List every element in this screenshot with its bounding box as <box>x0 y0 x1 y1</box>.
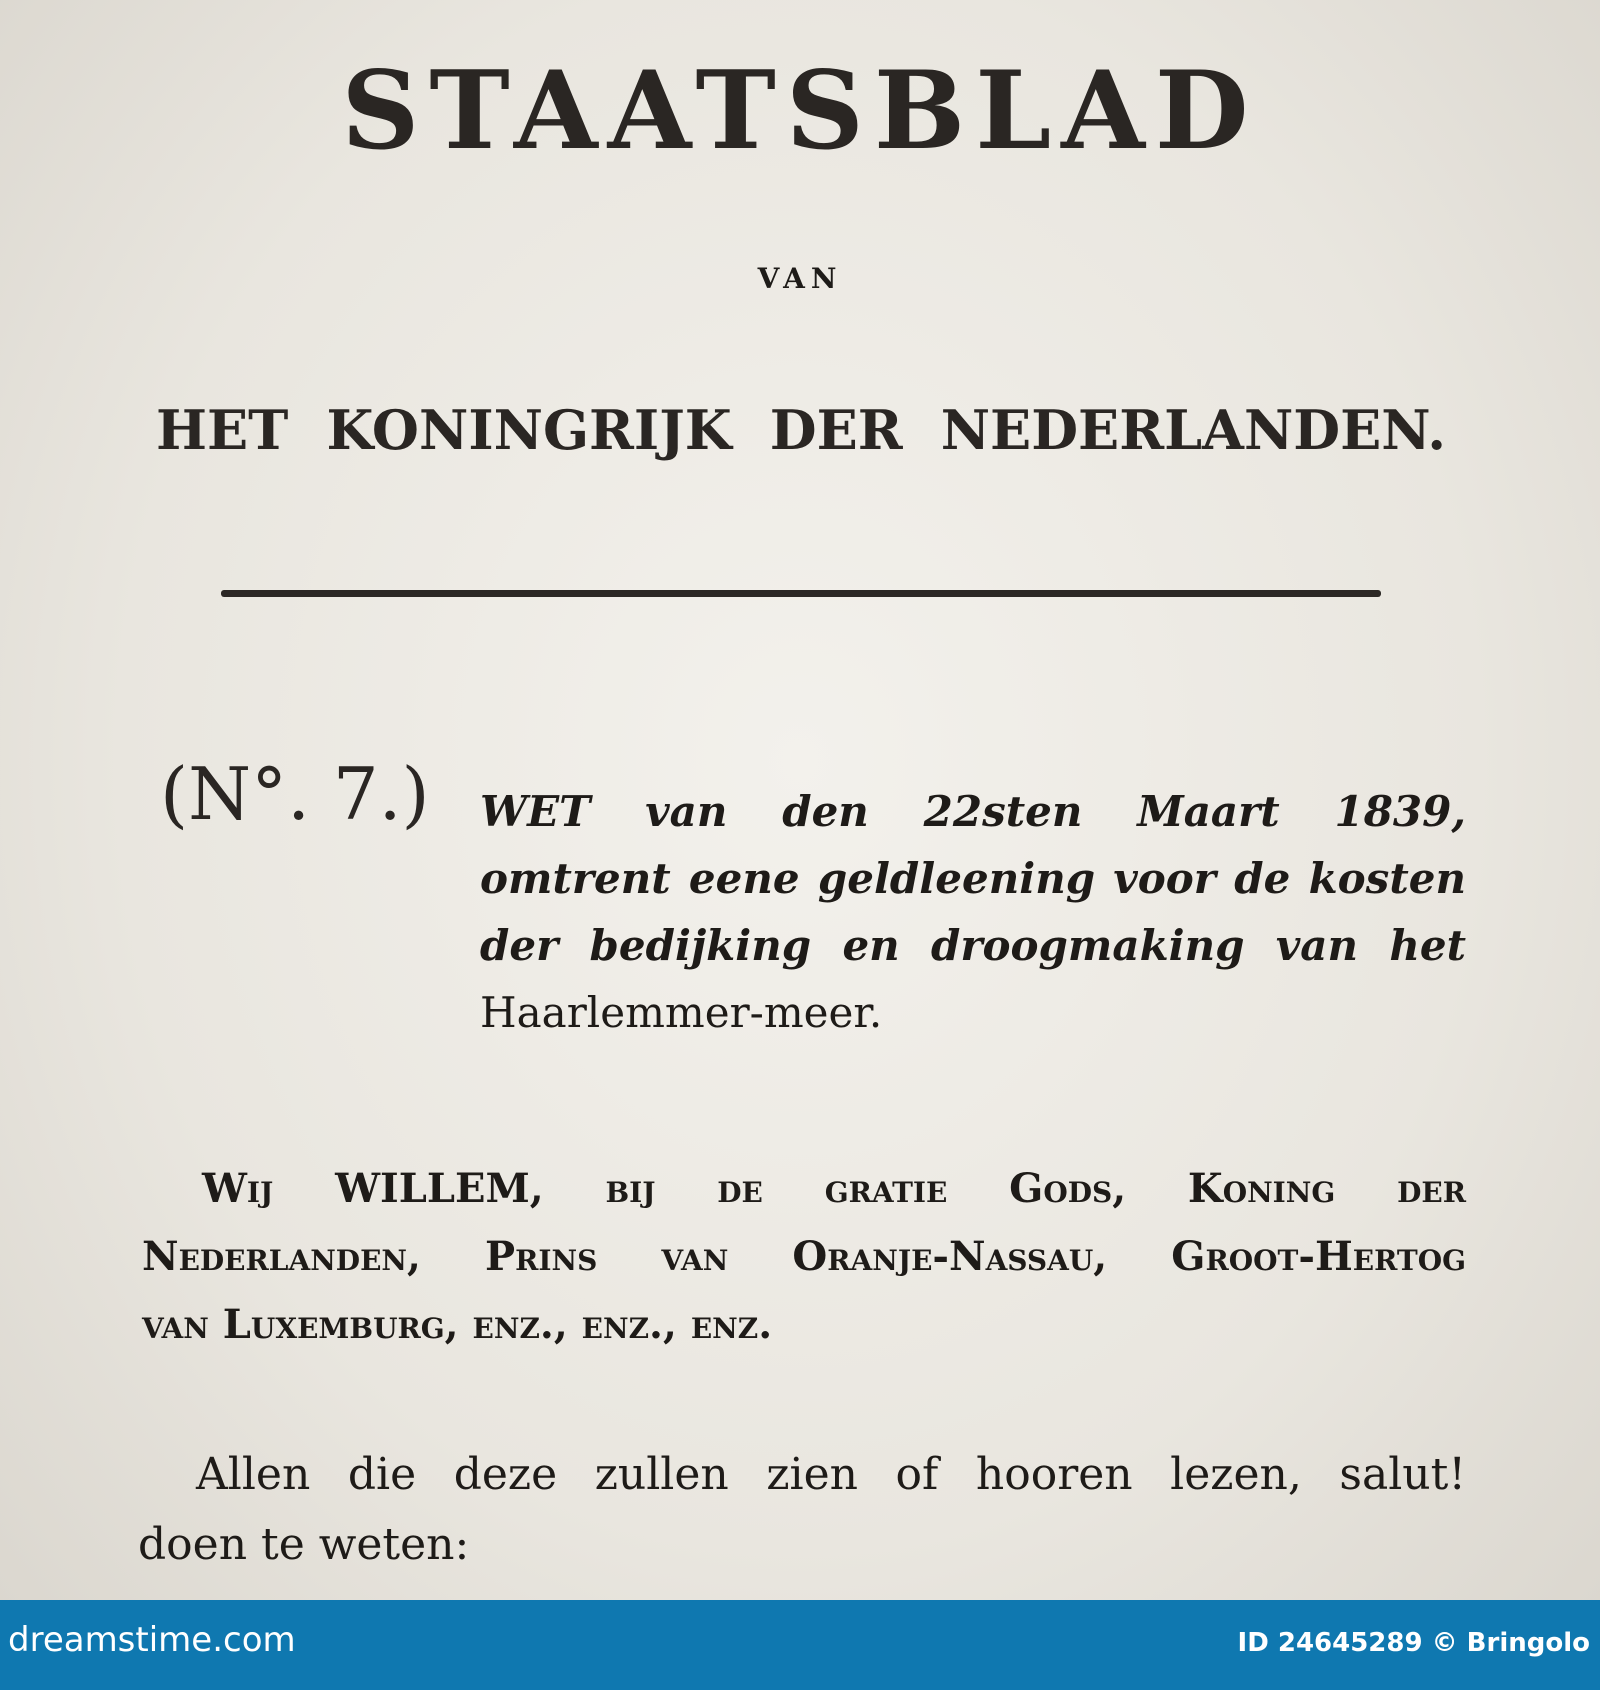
greeting-line: doen te weten: <box>138 1519 470 1570</box>
issue-number: (N°. 7.) <box>160 752 430 836</box>
decree-line: Wij WILLEM, bij de gratie Gods, Koning der <box>202 1165 1466 1212</box>
law-title <box>480 778 1466 1046</box>
greeting-paragraph <box>138 1440 1466 1580</box>
decree-line: Nederlanden, Prins van Oranje-Nassau, Groot-Hertog <box>142 1233 1466 1280</box>
watermark-footer <box>0 1600 1600 1690</box>
royal-decree <box>142 1155 1466 1359</box>
greeting-line: Allen die deze zullen zien of hooren lezen, salut! <box>196 1449 1466 1500</box>
decree-line: van Luxemburg, enz., enz., enz. <box>142 1301 773 1348</box>
document-title: STAATSBLAD <box>341 48 1259 174</box>
law-line: WET van den 22sten Maart 1839, <box>480 787 1466 836</box>
divider-rule <box>221 590 1381 597</box>
kingdom-heading: HET KONINGRIJK DER NEDERLANDEN. <box>156 398 1446 462</box>
subtitle-van: VAN <box>757 262 843 295</box>
law-line: der bedijking en droogmaking van het <box>480 921 1466 970</box>
law-line: omtrent eene geldleening voor de kosten <box>480 854 1466 903</box>
image-credit: ID 24645289 © Bringolo <box>1237 1628 1590 1658</box>
dreamstime-logo[interactable]: dreamstime.com <box>8 1620 296 1660</box>
law-line: Haarlemmer-meer. <box>480 988 883 1037</box>
